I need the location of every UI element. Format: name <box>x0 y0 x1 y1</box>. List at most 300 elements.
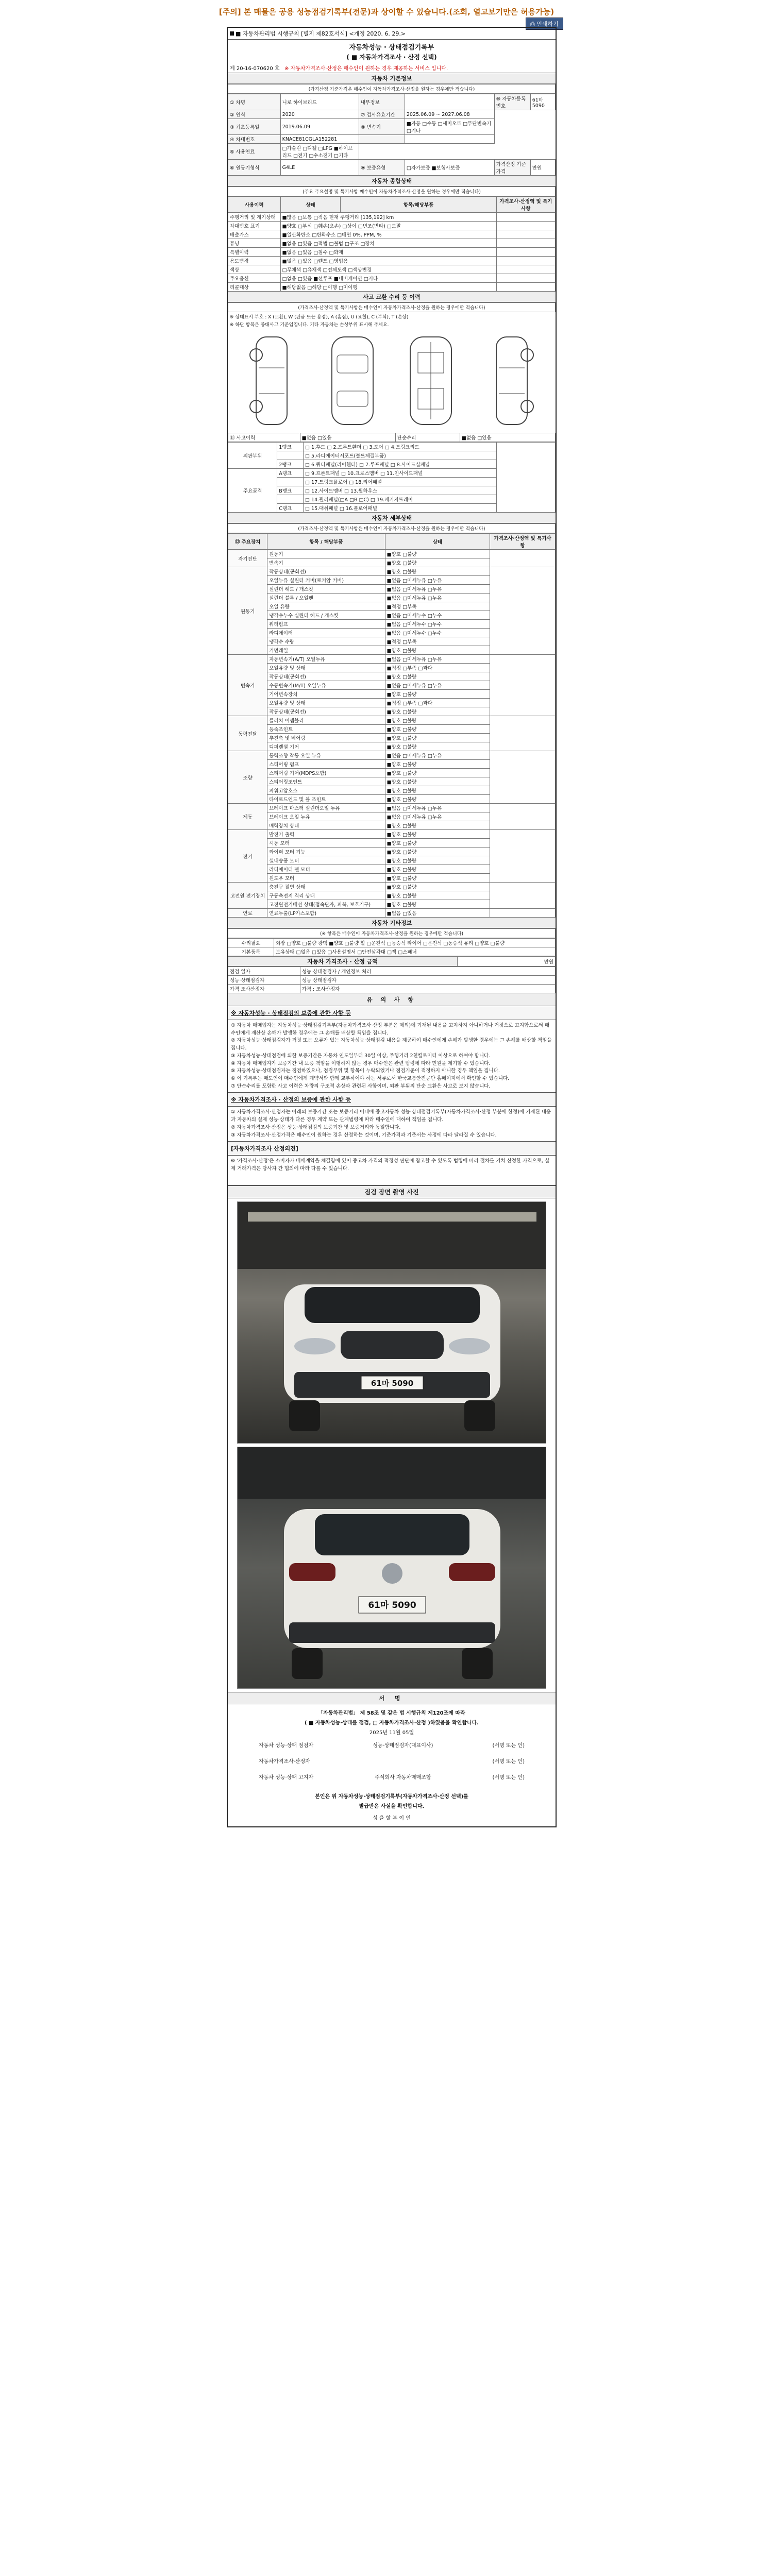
basic-value: □가솔린 □디젤 □LPG ■하이브리드 □전기 □수소전기 □기타 <box>280 144 359 160</box>
detail-status: ■양호 □불량 <box>385 690 490 699</box>
basic-value: 2019.06.09 <box>280 119 359 135</box>
basic-label: ② 연식 <box>228 110 281 119</box>
detail-item: 추진축 및 베어링 <box>267 734 385 742</box>
general-note-cell <box>496 222 555 230</box>
general-row <box>228 239 556 248</box>
basic-label-2: 내부정보 <box>359 94 405 110</box>
warranty-box <box>228 1020 556 1093</box>
general-row <box>228 274 556 283</box>
detail-title: 자동차 세부상태 <box>228 513 556 523</box>
simple-repair-value: ■없음 □있음 <box>460 433 555 442</box>
note-line: ③ 자동차가격조사·산정가격은 매수인이 원하는 경우 산정하는 것이며, 기준가격과 기준서는 사정에 따라 달라질 수 있습니다. <box>231 1132 497 1138</box>
detail-status: ■적정 □부족 <box>385 602 490 611</box>
other-info-value: 보유상태 □없음 □있음 □사용설명서 □안전삼각대 □잭 □스패너 <box>274 947 555 956</box>
detail-status: ■적정 □부족 <box>385 637 490 646</box>
signer-role: 자동차 성능·상태 고지자 <box>259 1775 314 1781</box>
detail-status: ■양호 □불량 <box>385 558 490 567</box>
price-label: 자동차 가격조사 · 산정 금액 <box>228 957 458 967</box>
detail-row <box>228 883 556 891</box>
detail-status: ■없음 □미세누수 □누수 <box>385 620 490 629</box>
general-value: ■없음 □있음 □침수 □화재 <box>280 248 496 257</box>
detail-row <box>228 716 556 725</box>
detail-item: 냉각수누수 실린더 헤드 / 개스킷 <box>267 611 385 620</box>
detail-status: ■없음 □미세누유 □누유 <box>385 812 490 821</box>
detail-item: 작동상태(공회전) <box>267 707 385 716</box>
detail-status: ■양호 □불량 <box>385 891 490 900</box>
detail-row <box>228 830 556 839</box>
rear-photo <box>237 1447 546 1689</box>
price-warranty-box-title: ※ 자동차가격조사 · 산정의 보증에 관한 사항 등 <box>228 1093 556 1107</box>
accident-history-label: ⑪ 사고이력 <box>228 433 300 442</box>
detail-item: 디퍼렌셜 기어 <box>267 742 385 751</box>
notes-title: 유 의 사 항 <box>228 993 556 1006</box>
basic-label-3: ⑩ 자동차등록번호 <box>494 94 530 110</box>
main-frame-label: 주요골격 <box>228 469 277 513</box>
detail-item: 스티어링 기어(MDPS포함) <box>267 769 385 777</box>
basic-row <box>228 135 556 144</box>
detail-item: 실내송풍 모터 <box>267 856 385 865</box>
detail-item: 배력장치 상태 <box>267 821 385 830</box>
price-opinion-box-title: [자동차가격조사 산정의견] <box>228 1142 556 1156</box>
inspector-label: 가격 조사산정자 <box>228 985 300 993</box>
detail-item: 오일 유량 <box>267 602 385 611</box>
inspector-value: 성능·상태점검자 / 개인정보 처리 <box>300 967 555 976</box>
signer-role: 자동차가격조사·산정자 <box>259 1759 310 1765</box>
detail-status: ■적정 □부족 □과다 <box>385 664 490 672</box>
sign-line: 「자동차관리법」 제 58조 및 같은 법 시행규칙 제120조에 따라 <box>318 1710 465 1717</box>
detail-col-header: 가격조사·산정액 및 특기사항 <box>490 534 555 550</box>
general-label: 용도변경 <box>228 257 281 265</box>
inspector-table <box>228 967 556 993</box>
other-info-table <box>228 938 556 956</box>
detail-group-label: 자기진단 <box>228 550 267 567</box>
accident-legend: ※ 상태표시 부호 : X (교환), W (판금 또는 용접), A (흠집), U (요철), C (부식), T (손상) <box>230 315 409 320</box>
receipt-confirm-1: 본인은 위 자동차성능·상태점검기록부(자동차가격조사·산정 선택)를 <box>315 1794 468 1800</box>
detail-status: ■양호 □불량 <box>385 760 490 769</box>
outer-panel-label: 외판부위 <box>228 443 277 469</box>
general-col-header: 사용이력 <box>228 197 281 213</box>
printer-icon: ⎙ <box>530 21 537 27</box>
detail-note-cell <box>490 655 555 716</box>
signature-block <box>228 1704 556 1788</box>
detail-status: ■없음 □미세누유 □누유 <box>385 585 490 594</box>
general-label: 주요옵션 <box>228 274 281 283</box>
detail-note: (가격조사·산정액 및 특기사항은 매수인이 자동차가격조사·산정을 원하는 경우에만 적습니다) <box>228 523 556 533</box>
inspector-row <box>228 976 556 985</box>
detail-status: ■양호 □불량 <box>385 900 490 909</box>
other-info-note: (※ 항목은 매수인이 자동차가격조사·산정을 원하는 경우에만 적습니다) <box>228 928 556 938</box>
detail-item: 윈도우 모터 <box>267 874 385 883</box>
general-row <box>228 248 556 257</box>
rank1-items: □ 1.후드 □ 2.프론트휀더 □ 3.도어 □ 4.트렁크리드 <box>304 443 497 451</box>
detail-group-label: 원동기 <box>228 567 267 655</box>
price-unit: 만원 <box>457 957 556 967</box>
car-side-left-icon <box>236 332 308 430</box>
detail-status: ■없음 □미세누유 □누유 <box>385 655 490 664</box>
detail-item: 변속기 <box>267 558 385 567</box>
note-line: ※ '가격조사·산정'은 소비자가 매매계약을 체결함에 있어 중고차 가격의 적정성 판단에 참고할 수 있도록 법령에 따라 절차를 거쳐 산정한 가격으로, 실제 거래가격은 당사자 간 협의에 따라 다를 수 있습니다. <box>231 1158 550 1172</box>
detail-item: 파워고압호스 <box>267 786 385 795</box>
receipt-confirm-2: 발급받은 사실을 확인합니다. <box>359 1804 425 1810</box>
detail-item: 등속조인트 <box>267 725 385 734</box>
detail-item: 스티어링 펌프 <box>267 760 385 769</box>
b-rank-items: □ 12.사이드멤버 □ 13.휠하우스 <box>304 486 497 495</box>
general-note-cell <box>496 230 555 239</box>
detail-status: ■없음 □미세누유 □누유 <box>385 594 490 602</box>
rank1-label: 1랭크 <box>277 443 304 451</box>
general-value: ■해당없음 □해당 □이행 □미이행 <box>280 283 496 292</box>
general-table <box>228 196 556 292</box>
note-line: ① 자동차가격조사·산정자는 아래의 보증기간 또는 보증거리 이내에 중고자동차 성능·상태점검기록부(자동차가격조사·산정 부분에 한정)에 기재된 내용과 자동차의 실제 성능·상태가 다른 경우 계약 또는 관계법령에 따라 매수인에 대하여 책임을 집니다. <box>231 1109 551 1123</box>
basic-value: G4LE <box>280 160 359 176</box>
detail-status: ■양호 □불량 <box>385 550 490 558</box>
other-info-row <box>228 947 556 956</box>
detail-status: ■없음 □미세누수 □누수 <box>385 629 490 637</box>
signer-row <box>228 1737 556 1753</box>
inspector-value: 성능·상태점검자 <box>300 976 555 985</box>
basic-value: 니로 하이브리드 <box>280 94 359 110</box>
inspector-label: 점검 일자 <box>228 967 300 976</box>
basic-value-2 <box>405 94 494 110</box>
detail-group-label: 제동 <box>228 804 267 830</box>
other-info-title: 자동차 기타정보 <box>228 918 556 928</box>
signer-name: 주식회사 자동차매매조합 <box>375 1775 431 1781</box>
detail-row <box>228 567 556 576</box>
detail-status: ■양호 □불량 <box>385 821 490 830</box>
note-line: ② 자동차성능·상태점검자가 거짓 또는 오류가 있는 자동차성능·상태점검 내용을 제공하여 매수인에게 손해가 발생한 경우에는 그 손해를 배상할 책임을 집니다. <box>231 1038 552 1052</box>
note-line: ② 자동차가격조사·산정은 성능·상태점검의 보증기간 및 보증거리와 동일합니다. <box>231 1124 401 1130</box>
detail-item: 라디에이터 <box>267 629 385 637</box>
detail-item: 클러치 어셈블리 <box>267 716 385 725</box>
rank2-items: □ 6.쿼터패널(리어휀더) □ 7.루프패널 □ 8.사이드실패널 <box>304 460 497 469</box>
detail-status: ■양호 □불량 <box>385 856 490 865</box>
detail-item: 커먼레일 <box>267 646 385 655</box>
detail-row <box>228 909 556 918</box>
basic-label-3: 가격산정 기준가격 <box>494 160 530 176</box>
detail-group-label: 동력전달 <box>228 716 267 751</box>
general-label: 특별이력 <box>228 248 281 257</box>
sign-line: ( ■ 자동차성능·상태를 점검, □ 자동차가격조사·산정 )하였음을 확인합니다. <box>304 1720 479 1726</box>
basic-label: ⑤ 사용연료 <box>228 144 281 160</box>
general-row <box>228 213 556 222</box>
general-label: 배출가스 <box>228 230 281 239</box>
general-row <box>228 257 556 265</box>
a-rank-items-2: □ 17.트렁크플로어 □ 18.리어패널 <box>304 478 497 486</box>
inspector-row <box>228 967 556 976</box>
detail-item: 오일누유 실린더 커버(로커암 커버) <box>267 576 385 585</box>
detail-status: ■없음 □미세누수 □누수 <box>385 611 490 620</box>
detail-col-header: 항목 / 해당부품 <box>267 534 385 550</box>
detail-item: 충전구 절연 상태 <box>267 883 385 891</box>
basic-label-2: ⑦ 검사유효기간 <box>359 110 405 119</box>
car-front-image <box>238 1202 546 1444</box>
detail-status: ■양호 □불량 <box>385 848 490 856</box>
detail-item: 자동변속기(A/T) 오일누유 <box>267 655 385 664</box>
basic-label: ③ 최초등록일 <box>228 119 281 135</box>
general-value: ■없음 □있음 □적법 □불법 □구조 □장치 <box>280 239 496 248</box>
general-note: (주요 주요설명 및 특기사항 매수인이 자동차가격조사·산정을 원하는 경우에만 적습니다) <box>228 187 556 196</box>
c-rank-items: □ 15.대쉬패널 □ 16.플로어패널 <box>304 504 497 513</box>
basic-info-note: (가격산정 기준가격은 매수인이 자동차가격조사·산정을 원하는 경우에만 적습니다) <box>228 84 556 94</box>
detail-status: ■양호 □불량 <box>385 646 490 655</box>
detail-status: ■양호 □불량 <box>385 769 490 777</box>
basic-label: ⑥ 원동기형식 <box>228 160 281 176</box>
b-rank-items-2: □ 14.필러패널(□A □B □C) □ 19.패키지트레이 <box>304 495 497 504</box>
other-info-row <box>228 939 556 947</box>
general-value: ■일산화탄소 □탄화수소 □매연 0%, PPM, % <box>280 230 496 239</box>
rank2-label: 2랭크 <box>277 460 304 469</box>
detail-group-label: 조향 <box>228 751 267 804</box>
detail-status: ■양호 □불량 <box>385 707 490 716</box>
detail-status: ■양호 □불량 <box>385 777 490 786</box>
detail-item: 시동 모터 <box>267 839 385 848</box>
detail-item: 수동변속기(M/T) 오일누유 <box>267 681 385 690</box>
car-top-icon <box>319 332 386 430</box>
detail-status: ■없음 □미세누유 □누유 <box>385 681 490 690</box>
general-note-cell <box>496 213 555 222</box>
detail-item: 실린더 헤드 / 개스킷 <box>267 585 385 594</box>
rank1-items-b: □ 5.라디에이터서포트(볼트체결부품) <box>304 451 497 460</box>
detail-item: 원동기 <box>267 550 385 558</box>
basic-value-3: 만원 <box>530 160 555 176</box>
detail-note-cell <box>490 883 555 909</box>
note-line: ⑤ 자동차성능·상태점검자는 점검하였으나, 점검부위 및 항목이 누락되었거나 점검기준이 적정하지 아니한 경우 책임을 집니다. <box>231 1068 500 1074</box>
detail-item: 와이퍼 모터 기능 <box>267 848 385 856</box>
detail-item: 고전원전기배선 상태(접속단자, 피복, 보호기구) <box>267 900 385 909</box>
detail-note-cell <box>490 804 555 830</box>
detail-status: ■양호 □불량 <box>385 716 490 725</box>
detail-status: ■없음 □미세누유 □누유 <box>385 576 490 585</box>
sign-line: 2025년 11월 05일 <box>369 1730 414 1736</box>
front-photo <box>237 1201 546 1444</box>
signer-role: 자동차 성능·상태 점검자 <box>259 1743 314 1749</box>
warranty-box-title: ※ 자동차성능 · 상태점검의 보증에 관한 사항 등 <box>228 1006 556 1020</box>
other-info-label: 기본품목 <box>228 947 274 956</box>
detail-status: ■양호 □불량 <box>385 865 490 874</box>
detail-group-label: 연료 <box>228 909 267 918</box>
basic-row <box>228 94 556 110</box>
accident-title: 사고 교환 수리 등 이력 <box>228 292 556 302</box>
detail-item: 기어변속장치 <box>267 690 385 699</box>
accident-history-value: ■없음 □있음 <box>300 433 395 442</box>
general-label: 색상 <box>228 265 281 274</box>
detail-status: ■양호 □불량 <box>385 795 490 804</box>
detail-item: 스티어링조인트 <box>267 777 385 786</box>
price-table <box>228 956 556 967</box>
detail-item: 오일유량 및 상태 <box>267 699 385 707</box>
car-rear-image <box>238 1447 546 1689</box>
detail-item: 냉각수 수량 <box>267 637 385 646</box>
detail-note-cell <box>490 567 555 655</box>
basic-label-2 <box>359 135 405 144</box>
basic-value-3: 61마5090 <box>530 94 555 110</box>
note-line: ⑥ 이 기록부는 매도인이 매수인에게 계약서와 함께 교부하여야 하는 서류로서 한국교통안전공단 홈페이지에서 확인할 수 있습니다. <box>231 1076 510 1082</box>
note-line: ③ 자동차성능·상태점검에 의한 보증기간은 자동차 인도일부터 30일 이상, 주행거리 2천킬로미터 이상으로 하여야 합니다. <box>231 1053 491 1059</box>
note-line: ⑦ 단순수리를 포함한 사고 이력은 차량의 구조적 손상과 관련된 사항이며, 외판 부위의 단순 교환은 사고로 보지 않습니다. <box>231 1083 491 1089</box>
signer-mark: (서명 또는 인) <box>492 1743 525 1749</box>
general-title: 자동차 종합상태 <box>228 176 556 187</box>
note-line: ① 자동차 매매업자는 자동차성능·상태점검기록부(자동차가격조사·산정 부분은 제외)에 기재된 내용을 고지하지 아니하거나 거짓으로 고지함으로써 매수인에게 재산상 손해가 발생한 경우에는 그 손해를 배상할 책임을 집니다. <box>231 1023 550 1036</box>
basic-label: ④ 차대번호 <box>228 135 281 144</box>
car-underbody-icon <box>397 332 464 430</box>
detail-status: ■양호 □불량 <box>385 883 490 891</box>
general-label: 차대번호 표기 <box>228 222 281 230</box>
general-col-header: 가격조사·산정액 및 특기사항 <box>496 197 555 213</box>
signer-name: 성능·상태점검자(대표이사) <box>373 1743 433 1749</box>
basic-row <box>228 160 556 176</box>
signer-row <box>228 1753 556 1769</box>
other-info-value: 외장 □양호 □불량 광택 ■양호 □불량 휠 □운전석 □동승석 타이어 □운전석 □동승석 유리 □양호 □불량 <box>274 939 555 947</box>
note-line: ④ 자동차 매매업자가 보증기간 내 보증 책임을 이행하지 않는 경우 매수인은 관련 법령에 따라 민원을 제기할 수 있습니다. <box>231 1060 491 1066</box>
detail-status: ■없음 □있음 <box>385 909 490 918</box>
general-value: ■없음 □있음 □렌트 □영업용 <box>280 257 496 265</box>
basic-info-table <box>228 94 556 176</box>
detail-row <box>228 655 556 664</box>
detail-status: ■양호 □불량 <box>385 734 490 742</box>
detail-col-header: ⑫ 주요장치 <box>228 534 267 550</box>
basic-label-2: ⑨ 보증유형 <box>359 160 405 176</box>
other-info-label: 수리필요 <box>228 939 274 947</box>
print-button[interactable]: ⎙ 인쇄하기 <box>526 18 563 30</box>
basic-label: ① 차명 <box>228 94 281 110</box>
inspection-document <box>227 27 557 1827</box>
detail-item: 구동축전지 격리 상태 <box>267 891 385 900</box>
detail-status: ■적정 □부족 □과다 <box>385 699 490 707</box>
detail-status: ■없음 □미세누유 □누유 <box>385 751 490 760</box>
detail-item: 오일유량 및 상태 <box>267 664 385 672</box>
detail-table <box>228 533 556 918</box>
detail-status: ■양호 □불량 <box>385 874 490 883</box>
detail-row <box>228 550 556 558</box>
price-warranty-box <box>228 1107 556 1142</box>
detail-note-cell <box>490 716 555 751</box>
general-note-cell <box>496 248 555 257</box>
detail-item: 타이로드엔드 및 볼 조인트 <box>267 795 385 804</box>
general-value: ■양호 □부식 □훼손(오손) □상이 □변조(변타) □도말 <box>280 222 496 230</box>
price-opinion-box <box>228 1156 556 1185</box>
general-note-cell <box>496 283 555 292</box>
accident-legend-2: ※ 하단 항목은 중대사고 기준임입니다. 기타 자동차는 손상부위 표시해 주세요. <box>230 323 389 328</box>
law-reference: ■ 자동차관리법 시행규칙 [별지 제82호서식] <개정 2020. 6. 29.> <box>228 28 556 40</box>
general-label: 리콜대상 <box>228 283 281 292</box>
detail-item: 연료누출(LP가스포함) <box>267 909 385 918</box>
general-col-header: 항목/해당부품 <box>341 197 496 213</box>
general-note-cell <box>496 265 555 274</box>
detail-group-label: 전기 <box>228 830 267 883</box>
front-plate-text: 61마 5090 <box>371 1379 414 1388</box>
receipt-sign-line: 성 을 할 부 이 인 <box>373 1816 411 1822</box>
basic-value-2: ■자동 □수동 □세미오토 □무단변속기 □기타 <box>405 119 494 135</box>
inspector-value: 가격 : 조사산정자 <box>300 985 555 993</box>
general-row <box>228 222 556 230</box>
square-bullet-icon <box>230 31 234 36</box>
detail-status: ■양호 □불량 <box>385 742 490 751</box>
detail-note-cell <box>490 550 555 567</box>
general-col-header: 상태 <box>280 197 341 213</box>
detail-note-cell <box>490 830 555 883</box>
detail-item: 작동상태(공회전) <box>267 567 385 576</box>
general-row <box>228 265 556 274</box>
accident-parts-table <box>228 442 556 513</box>
basic-row <box>228 144 556 160</box>
detail-status: ■양호 □불량 <box>385 830 490 839</box>
general-note-cell <box>496 239 555 248</box>
document-number: 제 20-16-070620 호 ※ 자동차가격조사·산정은 매수인이 원하는 경우 제공하는 서비스 입니다. <box>228 63 556 73</box>
detail-item: 라디에이터 팬 모터 <box>267 865 385 874</box>
detail-item: 실린더 블록 / 오일팬 <box>267 594 385 602</box>
detail-row <box>228 804 556 812</box>
detail-item: 작동상태(공회전) <box>267 672 385 681</box>
detail-item: 발전기 출력 <box>267 830 385 839</box>
inspector-label: 성능·상태점검자 <box>228 976 300 985</box>
basic-value-2: □자가보증 ■보험사보증 <box>405 160 494 176</box>
basic-label-2: ⑧ 변속기 <box>359 119 405 135</box>
detail-row <box>228 751 556 760</box>
general-value: □무채색 □유채색 □전체도색 □색상변경 <box>280 265 496 274</box>
general-value: ■많음 □보통 □적음 현재 주행거리 [135,192] km <box>280 213 496 222</box>
general-row <box>228 230 556 239</box>
inspector-row <box>228 985 556 993</box>
general-value: □없음 □있음 ■선루프 ■네비게이션 □기타 <box>280 274 496 283</box>
b-rank-label: B랭크 <box>277 486 304 495</box>
general-label: 튜닝 <box>228 239 281 248</box>
signer-mark: (서명 또는 인) <box>492 1775 525 1781</box>
detail-group-label: 고전원 전기장치 <box>228 883 267 909</box>
signer-row <box>228 1769 556 1785</box>
detail-status: ■없음 □미세누유 □누유 <box>385 804 490 812</box>
detail-item: 워터펌프 <box>267 620 385 629</box>
document-subtitle: ( ■ 자동차가격조사 · 산정 선택) <box>346 54 437 61</box>
basic-info-title: 자동차 기본정보 <box>228 73 556 84</box>
basic-value-2 <box>405 135 494 144</box>
general-row <box>228 283 556 292</box>
photos-title: 점검 장면 촬영 사진 <box>228 1185 556 1198</box>
car-diagram <box>228 329 556 433</box>
signature-title: 서 명 <box>228 1692 556 1704</box>
detail-status: ■양호 □불량 <box>385 839 490 848</box>
detail-group-label: 변속기 <box>228 655 267 716</box>
detail-status: ■양호 □불량 <box>385 567 490 576</box>
detail-item: 동력조향 작동 오일 누유 <box>267 751 385 760</box>
basic-value: 2020 <box>280 110 359 119</box>
signer-mark: (서명 또는 인) <box>492 1759 525 1765</box>
general-note-cell <box>496 257 555 265</box>
basic-value-2: 2025.06.09 ~ 2027.06.08 <box>405 110 494 119</box>
basic-row <box>228 119 556 135</box>
detail-item: 브레이크 마스터 실린더오일 누유 <box>267 804 385 812</box>
detail-note-cell <box>490 909 555 918</box>
c-rank-label: C랭크 <box>277 504 304 513</box>
basic-value: KNACE81CGLA152281 <box>280 135 359 144</box>
general-note-cell <box>496 274 555 283</box>
detail-status: ■양호 □불량 <box>385 725 490 734</box>
accident-table <box>228 433 556 442</box>
simple-repair-label: 단순수리 <box>395 433 460 442</box>
accident-note: (가격조사·산정액 및 특기사항은 매수인이 자동차가격조사·산정을 원하는 경우에만 적습니다) <box>228 302 556 312</box>
car-side-right-icon <box>476 332 548 430</box>
top-banner: [주의] 본 매물은 공용 성능점검기록부(전문)과 상이할 수 있습니다.(조회, 열고보기만은 허용가능) <box>0 0 773 25</box>
detail-note-cell <box>490 751 555 804</box>
basic-row <box>228 110 556 119</box>
detail-col-header: 상태 <box>385 534 490 550</box>
detail-item: 브레이크 오일 누유 <box>267 812 385 821</box>
detail-status: ■양호 □불량 <box>385 786 490 795</box>
a-rank-label: A랭크 <box>277 469 304 478</box>
general-label: 주행거리 및 계기상태 <box>228 213 281 222</box>
a-rank-items: □ 9.프론트패널 □ 10.크로스멤버 □ 11.인사이드패널 <box>304 469 497 478</box>
rear-plate-text: 61마 5090 <box>368 1600 416 1611</box>
document-title: 자동차성능 · 상태점검기록부 <box>349 44 434 52</box>
